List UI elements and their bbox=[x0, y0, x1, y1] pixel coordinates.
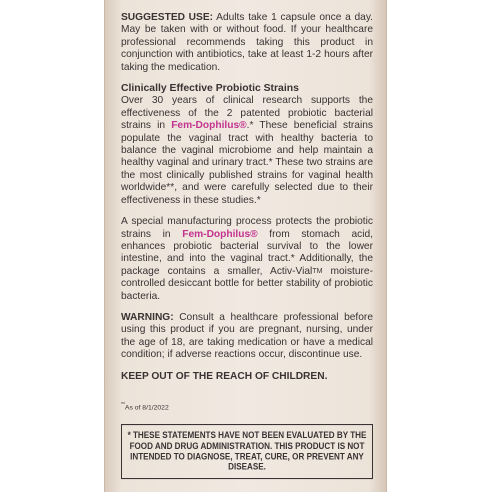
supplement-label-panel bbox=[104, 0, 387, 492]
strains-text-2c: moisture-controlled desiccant bottle for better stability of probiotic bacteria. bbox=[121, 265, 373, 302]
keep-out-of-reach-text: KEEP OUT OF THE REACH OF CHILDREN. bbox=[121, 370, 328, 382]
strains-heading: Clinically Effective Probiotic Strains bbox=[121, 83, 299, 95]
warning-text: Consult a healthcare professional before using this product if you are pregnant, nursing, under the age of 18, are taking medication or have a medical condition; if adverse reactions occur, discontinue use. bbox=[121, 311, 373, 361]
warning-section bbox=[121, 312, 373, 362]
label-text-content bbox=[121, 12, 373, 475]
brand-name: Fem-Dophilus® bbox=[182, 228, 258, 240]
strains-text-2a: A special manufacturing process protects the probiotic strains in bbox=[121, 216, 373, 240]
fda-disclaimer-box: * THESE STATEMENTS HAVE NOT BEEN EVALUATED BY THE FOOD AND DRUG ADMINISTRATION. THIS PRODUCT IS NOT INTENDED TO DIAGNOSE, TREAT, CURE, OR PREVENT ANY DISEASE. bbox=[121, 424, 373, 479]
strains-paragraph-1 bbox=[121, 95, 373, 207]
footnote bbox=[121, 399, 373, 415]
suggested-use-section bbox=[121, 12, 373, 74]
strains-text-2b: from stomach acid, enhances probiotic bacterial survival to the lower intestine, and into the vaginal tract.* Additionally, the package contains a smaller, Activ-Vial bbox=[121, 228, 373, 277]
trademark-mark: TM bbox=[312, 267, 323, 275]
suggested-use-title: SUGGESTED USE: bbox=[121, 12, 214, 23]
strains-paragraph-2 bbox=[121, 216, 373, 303]
suggested-use-text: Adults take 1 capsule once a day. May be taken with or without food. If your healthcare professional recommends taking this product in conjunction with antibiotics, take at least 1-2 hours after taking the medication. bbox=[121, 12, 373, 73]
warning-title: WARNING: bbox=[121, 311, 174, 323]
footnote-text: As of 8/1/2022 bbox=[124, 404, 169, 412]
strains-text-1a: Over 30 years of clinical research supports the effectiveness of the 2 patented probiotic bacterial strains in bbox=[121, 95, 373, 132]
brand-name: Fem-Dophilus® bbox=[171, 120, 247, 132]
strains-text-1b: .* These beneficial strains populate the vaginal tract with healthy bacteria to balance the vaginal microbiome and help maintain a healthy vaginal and urinary tract.* These two strains are the most clinically published strains for vaginal health worldwide**, and were carefully selected due to their effectiveness in these studies.* bbox=[121, 120, 373, 206]
footnote-mark: ** bbox=[121, 401, 125, 408]
